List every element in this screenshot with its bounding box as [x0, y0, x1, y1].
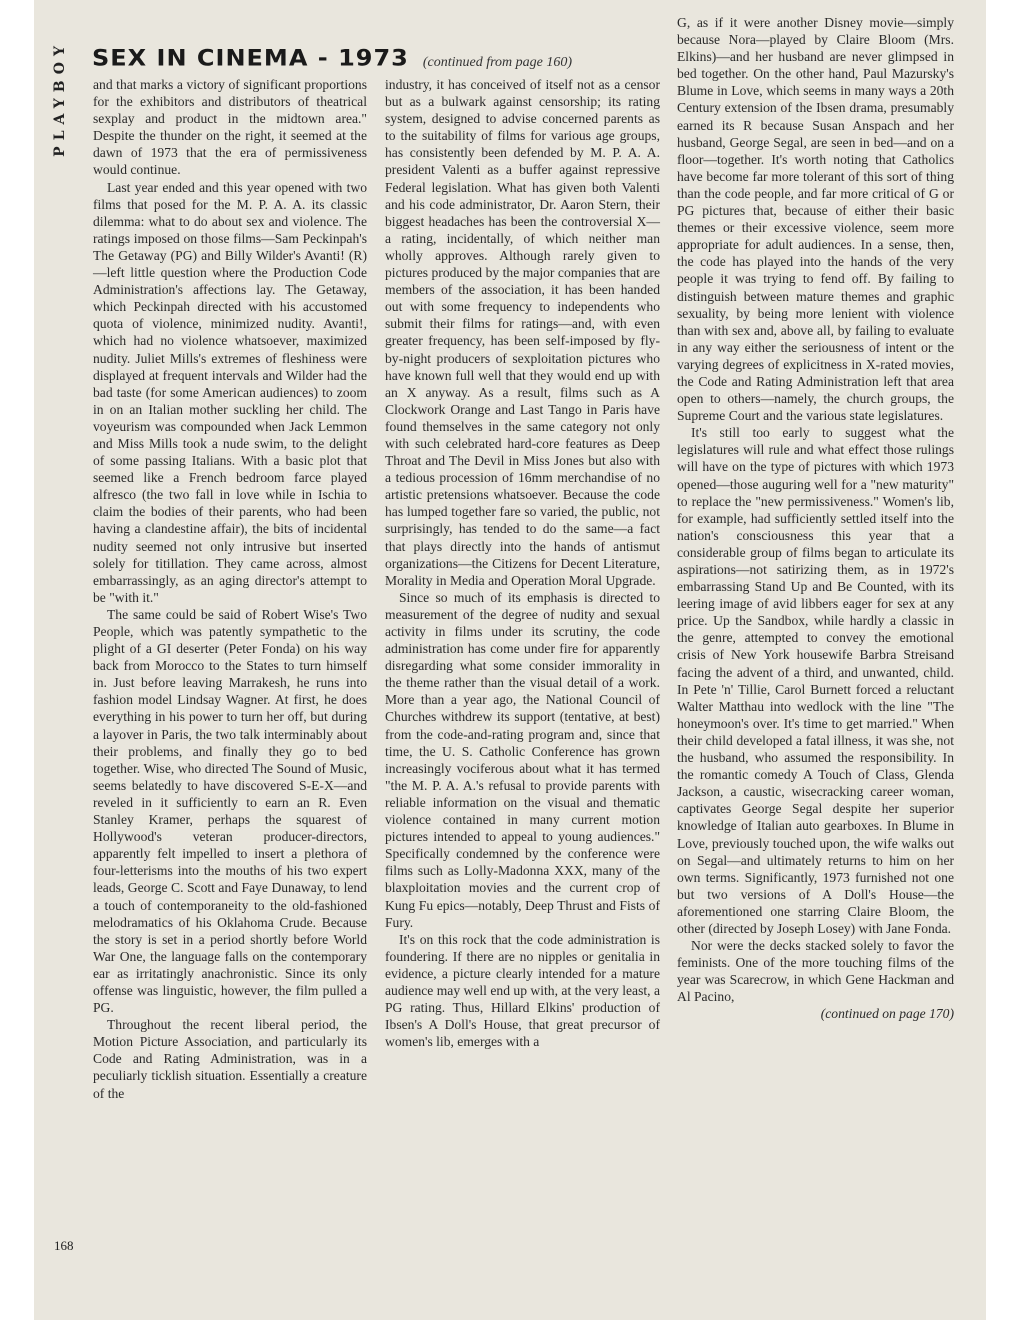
paragraph: Last year ended and this year opened with two films that posed for the M. P. A. A. its classic dilemma: what to do about sex and violence. The ratings imposed on those films—Sam Peckinpah's The Getaway (PG) and Billy Wilder's Avanti! (R)—left little question where the Production Code Administration's affections lay. The Getaway, which Peckinpah directed with his accustomed quota of violence, minimized nudity. Avanti!, which had no violence whatsoever, maximized nudity. Juliet Mills's extremes of fleshiness were displayed at frequent intervals and Wilder had the bad taste (for some American audiences) to zoom in on an Italian mother suckling her child. The voyeurism was compounded when Jack Lemmon and Miss Mills took a nude swim, to the delight of some passing Italians. With a basic plot that seemed like a French bedroom farce played alfresco (the two fall in love while in Ischia to claim the bodies of their parents, who had been having a clandestine affair), the bits of incidental nudity seemed not only intrusive but inserted solely for titillation. They came across, almost embarrassingly, as an aging director's attempt to be "with it." [93, 179, 367, 605]
text-column-3 [677, 14, 954, 1023]
paragraph: G, as if it were another Disney movie—simply because Nora—played by Claire Bloom (Mrs. Elkins)—and her husband are never glimpsed in bed together. On the other hand, Paul Mazursky's Blume in Love, which seems in many ways a 20th Century extension of the Ibsen drama, presumably earned its R because Susan Anspach and her husband, George Segal, are seen in bed—and on a floor—together. It's worth noting that Catholics have become far more tolerant of this sort of thing than the code people, and far more critical of G or PG pictures that, because of either their basic themes or their excessive violence, seem more appropriate for adult audiences. In a sense, then, the code has played into the hands of the very people it was trying to fend off. By failing to distinguish between mature themes and graphic sexuality, by being more lenient with violence than with sex and, above all, by failing to evaluate in any way either the seriousness of intent or the varying degrees of explicitness in X-rated movies, the Code and Rating Administration left that area open to others—namely, the church groups, the Supreme Court and the various state legislatures. [677, 15, 954, 424]
article-title: SEX IN CINEMA - 1973 [92, 45, 409, 71]
page-number: 168 [54, 1238, 74, 1253]
text-column-2 [385, 76, 660, 1050]
continued-from-note: (continued from page 160) [422, 55, 573, 70]
article-heading [92, 44, 572, 70]
paragraph: The same could be said of Robert Wise's Two People, which was patently sympathetic to the plight of a GI deserter (Peter Fonda) on his way back from Morocco to the States to turn himself in. Just before leaving Marrakesh, he runs into fashion model Lindsay Wagner. At first, he does everything in his power to turn her off, but during a layover in Paris, the two talk interminably about their problems, and finally they go to bed together. Wise, who directed The Sound of Music, seems belatedly to have discovered S-E-X—and reveled in it sufficiently to earn an R. Even Stanley Kramer, perhaps the squarest of Hollywood's veteran producer-directors, apparently felt impelled to insert a plethora of four-letterisms into the mouths of his two expert leads, George C. Scott and Faye Dunaway, to lend a touch of contemporaneity to the old-fashioned melodramatics of his Oklahoma Crude. Because the story is set in a period shortly before World War One, the language falls on the contemporary ear as irritatingly anachronistic. Since its only offense was linguistic, however, the film pulled a PG. [93, 606, 367, 1016]
paragraph: industry, it has conceived of itself not as a censor but as a bulwark against censorship; its rating system, designed to advise concerned parents as to the suitability of films for various age groups, has consistently been defended by M. P. A. A. president Valenti as a buffer against repressive Federal legislation. What has given both Valenti and his code administrator, Dr. Aaron Stern, their biggest headaches has been the controversial X—a rating, incidentally, of which neither man wholly approves. Although rarely given to pictures produced by the major companies that are members of the association, it has been handed out with some frequency to independents who submit their films for ratings—and, with even greater frequency, has been self-imposed by fly-by-night producers of sexploitation pictures who have known full well that they would end up with an X anyway. As a result, films such as A Clockwork Orange and Last Tango in Paris have found themselves in the same category not only with such celebrated hard-core features as Deep Throat and The Devil in Miss Jones but also with a tedious procession of 16mm merchandise of no artistic pretensions whatsoever. Because the code has lumped together fare so varied, the public, not surprisingly, has tended to do the same—a fact that plays directly into the hands of antismut organizations—the Citizens for Decent Literature, Morality in Media and Operation Moral Upgrade. [385, 77, 660, 588]
magazine-side-tag: PLAYBOY [52, 40, 68, 157]
paragraph: and that marks a victory of significant proportions for the exhibitors and distributors of theatrical sexplay and product in the midtown area." Despite the thunder on the right, it seemed at the dawn of 1973 that the era of permissiveness would continue. [93, 77, 367, 178]
text-column-1 [93, 76, 367, 1102]
paragraph: Since so much of its emphasis is directed to measurement of the degree of nudity and sexual activity in films under its scrutiny, the code administration has come under fire for apparently disregarding what some consider immorality in the theme rather than the visual detail of a work. More than a year ago, the National Council of Churches withdrew its support (tentative, at best) from the code-and-rating program and, since that time, the U. S. Catholic Conference has grown increasingly vociferous about what it has termed "the M. P. A. A.'s refusal to provide parents with reliable information on the visual and thematic violence contained in many current motion pictures intended to appeal to young audiences." Specifically condemned by the conference were films such as Lolly-Madonna XXX, many of the blaxploitation movies and the current crop of Kung Fu epics—notably, Deep Thrust and Fists of Fury. [385, 589, 660, 930]
paragraph: Nor were the decks stacked solely to favor the feminists. One of the more touching films of the year was Scarecrow, in which Gene Hackman and Al Pacino, [677, 938, 954, 1005]
paragraph: It's still too early to suggest what the legislatures will rule and what effect those rulings will have on the type of pictures with which 1973 opened—those auguring well for a "new maturity" to replace the "new permissiveness." Women's lib, for example, had sufficiently settled itself into the nation's consciousness this year that a considerable group of films began to articulate its aspirations—not satirizing them, as in 1972's embarrassing Stand Up and Be Counted, with its leering image of avid libbers eager for sex at any price. Up the Sandbox, while hardly a classic in the genre, attempted to convey the emotional crisis of New York housewife Barbra Streisand facing the advent of a third, and unwanted, child. In Pete 'n' Tillie, Carol Burnett forced a reluctant Walter Matthau into wedlock with the line "The honeymoon's over. It's time to get married." When their child developed a fatal illness, it was she, not the husband, who assumed the responsibility. In the romantic comedy A Touch of Class, Glenda Jackson, a caustic, wisecracking career woman, captivates George Segal despite her superior knowledge of Italian auto gearboxes. In Blume in Love, previously touched upon, the wife walks out on Segal—and ultimately returns to him on her own terms. Significantly, 1973 furnished not one but two versions of A Doll's House—the aforementioned one starring Claire Bloom, the other (directed by Joseph Losey) with Jane Fonda. [677, 425, 954, 936]
continued-on-note: (continued on page 170) [820, 1006, 954, 1022]
paragraph: Throughout the recent liberal period, the Motion Picture Association, and particularly its Code and Rating Administration, was in a peculiarly ticklish situation. Essentially a creature of the [93, 1017, 367, 1101]
paragraph: It's on this rock that the code administration is foundering. If there are no nipples or genitalia in evidence, a picture clearly intended for a mature audience may well end up with, at the very least, a PG rating. Thus, Hillard Elkins' production of Ibsen's A Doll's House, that great precursor of women's lib, emerges with a [385, 931, 660, 1050]
